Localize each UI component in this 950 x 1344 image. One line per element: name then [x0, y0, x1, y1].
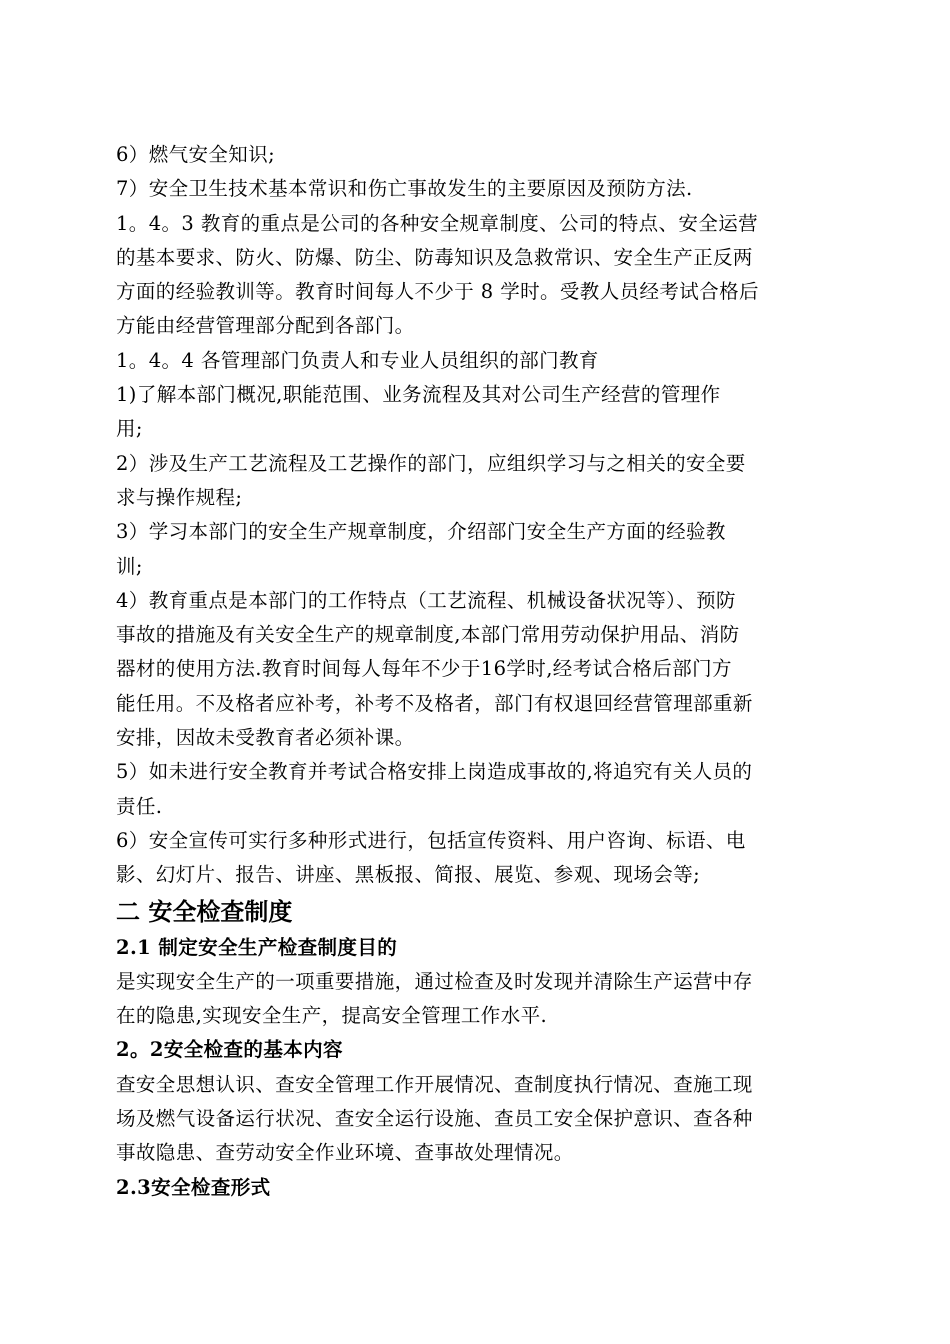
list-item: 安排，因故未受教育者必须补课。 — [116, 726, 415, 750]
list-item: 求与操作规程; — [116, 485, 243, 509]
subsection-heading: 2.1 制定安全生产检查制度目的 — [116, 935, 398, 959]
list-item: 影、幻灯片、报告、讲座、黑板报、简报、展览、参观、现场会等; — [116, 863, 701, 887]
paragraph-line: 场及燃气设备运行状况、查安全运行设施、查员工安全保护意识、查各种 — [116, 1107, 753, 1131]
list-item: 6）安全宣传可实行多种形式进行，包括宣传资料、用户咨询、标语、电 — [116, 828, 746, 852]
section-heading: 二 安全检查制度 — [116, 896, 293, 926]
paragraph-line: 在的隐患,实现安全生产，提高安全管理工作水平. — [116, 1004, 548, 1028]
paragraph-line: 1。4。3 教育的重点是公司的各种安全规章制度、公司的特点、安全运营 — [116, 211, 759, 235]
list-item: 训; — [116, 554, 143, 578]
paragraph-line: 的基本要求、防火、防爆、防尘、防毒知识及急救常识、安全生产正反两 — [116, 245, 753, 269]
paragraph-line: 事故隐患、查劳动安全作业环境、查事故处理情况。 — [116, 1141, 574, 1165]
list-item: 责任. — [116, 794, 163, 818]
list-item: 6）燃气安全知识; — [116, 143, 276, 166]
paragraph-line: 方能由经营管理部分配到各部门。 — [116, 314, 415, 338]
list-item: 事故的措施及有关安全生产的规章制度,本部门常用劳动保护用品、消防 — [116, 623, 740, 647]
list-item: 能任用。不及格者应补考，补考不及格者，部门有权退回经营管理部重新 — [116, 691, 753, 715]
document-body — [116, 138, 836, 1205]
paragraph-line: 查安全思想认识、查安全管理工作开展情况、查制度执行情况、查施工现 — [116, 1072, 753, 1096]
subsection-heading: 2。2安全检查的基本内容 — [116, 1038, 343, 1062]
paragraph-line: 方面的经验教训等。教育时间每人不少于 8 学时。受教人员经考试合格后 — [116, 280, 759, 304]
list-item: 1)了解本部门概况,职能范围、业务流程及其对公司生产经营的管理作 — [116, 383, 721, 407]
list-item: 3）学习本部门的安全生产规章制度，介绍部门安全生产方面的经验教 — [116, 520, 726, 544]
paragraph-line: 是实现安全生产的一项重要措施，通过检查及时发现并清除生产运营中存 — [116, 969, 753, 993]
list-item: 4）教育重点是本部门的工作特点（工艺流程、机械设备状况等）、预防 — [116, 588, 736, 612]
subsection-heading: 2.3安全检查形式 — [116, 1175, 271, 1199]
list-item: 器材的使用方法.教育时间每人每年不少于16学时,经考试合格后部门方 — [116, 657, 732, 681]
list-item: 2）涉及生产工艺流程及工艺操作的部门，应组织学习与之相关的安全要 — [116, 451, 746, 475]
list-item: 5）如未进行安全教育并考试合格安排上岗造成事故的,将追究有关人员的 — [116, 760, 753, 784]
paragraph-line: 1。4。4 各管理部门负责人和专业人员组织的部门教育 — [116, 348, 599, 372]
list-item: 用; — [116, 417, 143, 441]
list-item: 7）安全卫生技术基本常识和伤亡事故发生的主要原因及预防方法. — [116, 177, 693, 201]
